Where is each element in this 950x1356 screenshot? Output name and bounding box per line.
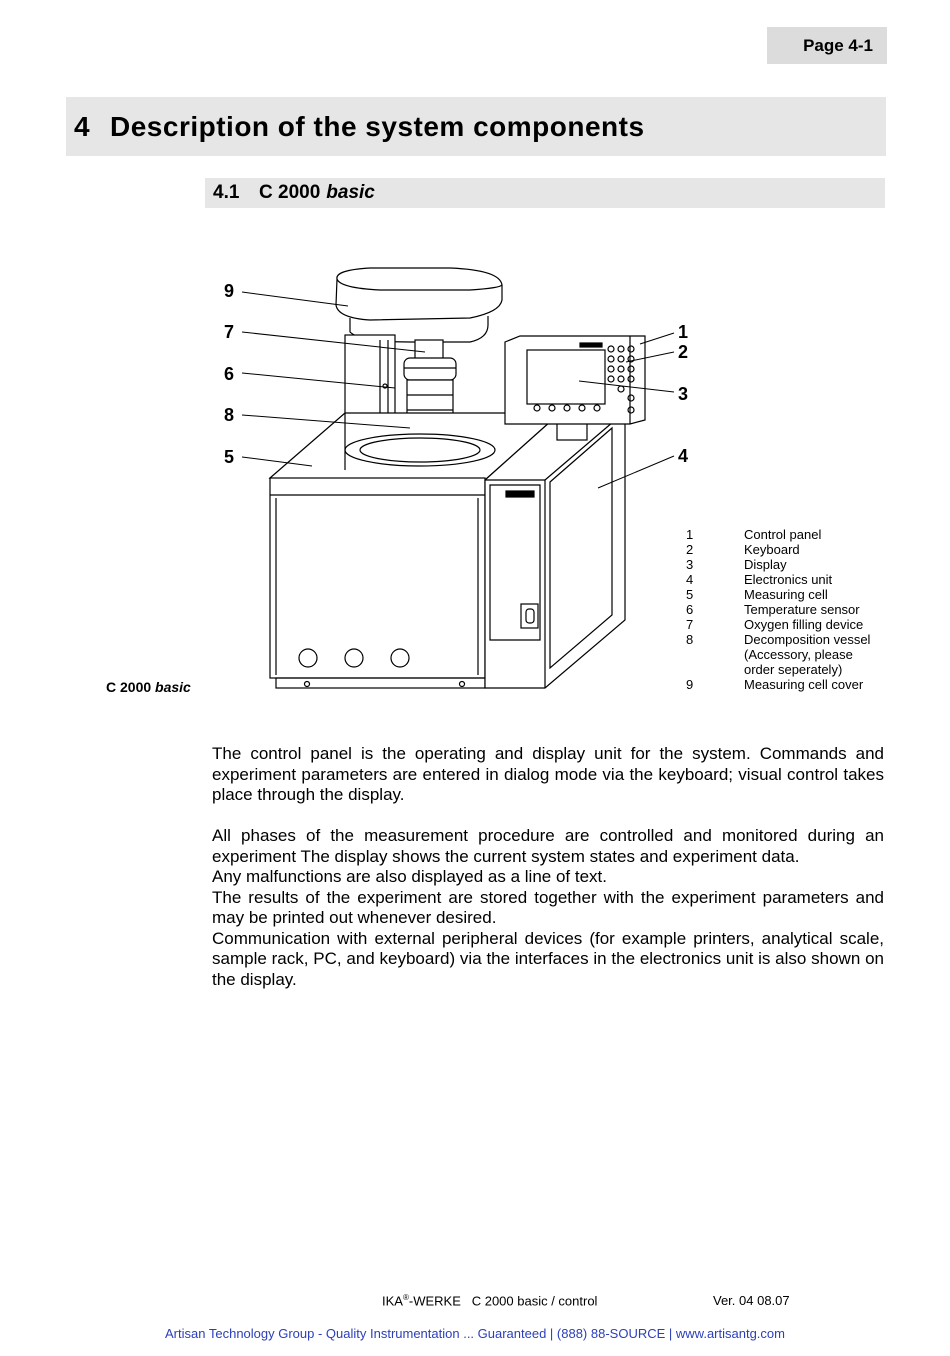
callout-7: 7 [224,322,235,342]
chapter-heading [66,97,886,156]
footer-brand: IKA [382,1293,403,1309]
legend-item [686,632,884,677]
callout-2: 2 [678,342,689,362]
callout-6: 6 [224,364,235,384]
callout-3: 3 [678,384,689,404]
artisan-footer-link[interactable]: Artisan Technology Group - Quality Instrumentation ... Guaranteed | (888) 88-SOURCE | www.artisantg.com [165,1326,785,1341]
page-number: Page 4-1 [803,35,873,55]
section-heading [205,178,885,208]
legend-number: 1 [686,527,694,542]
legend-item [686,587,884,602]
legend-item [686,557,884,572]
legend-number: 9 [686,677,694,692]
footer-title: -WERKE C 2000 basic / control [408,1293,598,1309]
page-number-badge [767,27,887,64]
legend-number: 3 [686,557,694,572]
paragraph-line: The results of the experiment are stored together with the experiment parameters and may be printed out whenever desired. [212,887,884,927]
legend-item [686,602,884,617]
legend-number: 6 [686,602,694,617]
callout-1: 1 [678,322,689,342]
legend-number: 2 [686,542,694,557]
footer-document-id [382,1293,597,1308]
legend-label: Measuring cell cover [744,677,864,692]
footer-version: Ver. 04 08.07 [713,1293,790,1308]
legend-label: Control panel [744,527,822,542]
callout-4: 4 [678,446,689,466]
section-title: C 2000 [259,182,321,203]
legend-item [686,677,884,692]
legend-number: 8 [686,632,694,647]
legend-number: 7 [686,617,694,632]
figure-caption-text: C 2000 [106,679,152,695]
legend-item [686,527,884,542]
legend-item [686,542,884,557]
paragraph-2 [212,826,884,990]
paragraph-line: Communication with external peripheral devices (for example printers, analytical scale, sample rack, PC, and keyboard) via the interfaces in the electronics unit is also shown on the display. [212,928,884,989]
paragraph-line: All phases of the measurement procedure are controlled and monitored during an experiment The display shows the current system states and experiment data. [212,826,884,866]
section-title-italic: basic [326,182,375,203]
paragraph-1-text: The control panel is the operating and display unit for the system. Commands and experiment parameters are entered in dialog mode via the keyboard; visual control takes place through the display. [212,744,884,804]
legend-number: 4 [686,572,694,587]
callout-9: 9 [224,281,235,301]
paragraph-1 [212,744,884,806]
legend-label: Decomposition vessel (Accessory, please order seperately) [744,632,871,677]
footer-registered: ® [402,1293,409,1302]
callout-8: 8 [224,405,235,425]
section-number: 4.1 [213,182,240,203]
legend-label: Measuring cell [744,587,828,602]
legend-number: 5 [686,587,694,602]
callout-5: 5 [224,447,235,467]
legend-label: Keyboard [744,542,800,557]
figure-caption [106,679,191,695]
component-legend [686,527,884,692]
legend-item [686,572,884,587]
legend-item [686,617,884,632]
legend-label: Oxygen filling device [744,617,864,632]
legend-label: Display [744,557,787,572]
chapter-number: 4 [74,110,91,142]
paragraph-line: Any malfunctions are also displayed as a line of text. [212,867,607,886]
legend-label: Electronics unit [744,572,833,587]
legend-label: Temperature sensor [744,602,860,617]
figure-caption-italic: basic [155,679,191,695]
chapter-title: Description of the system components [110,110,645,142]
